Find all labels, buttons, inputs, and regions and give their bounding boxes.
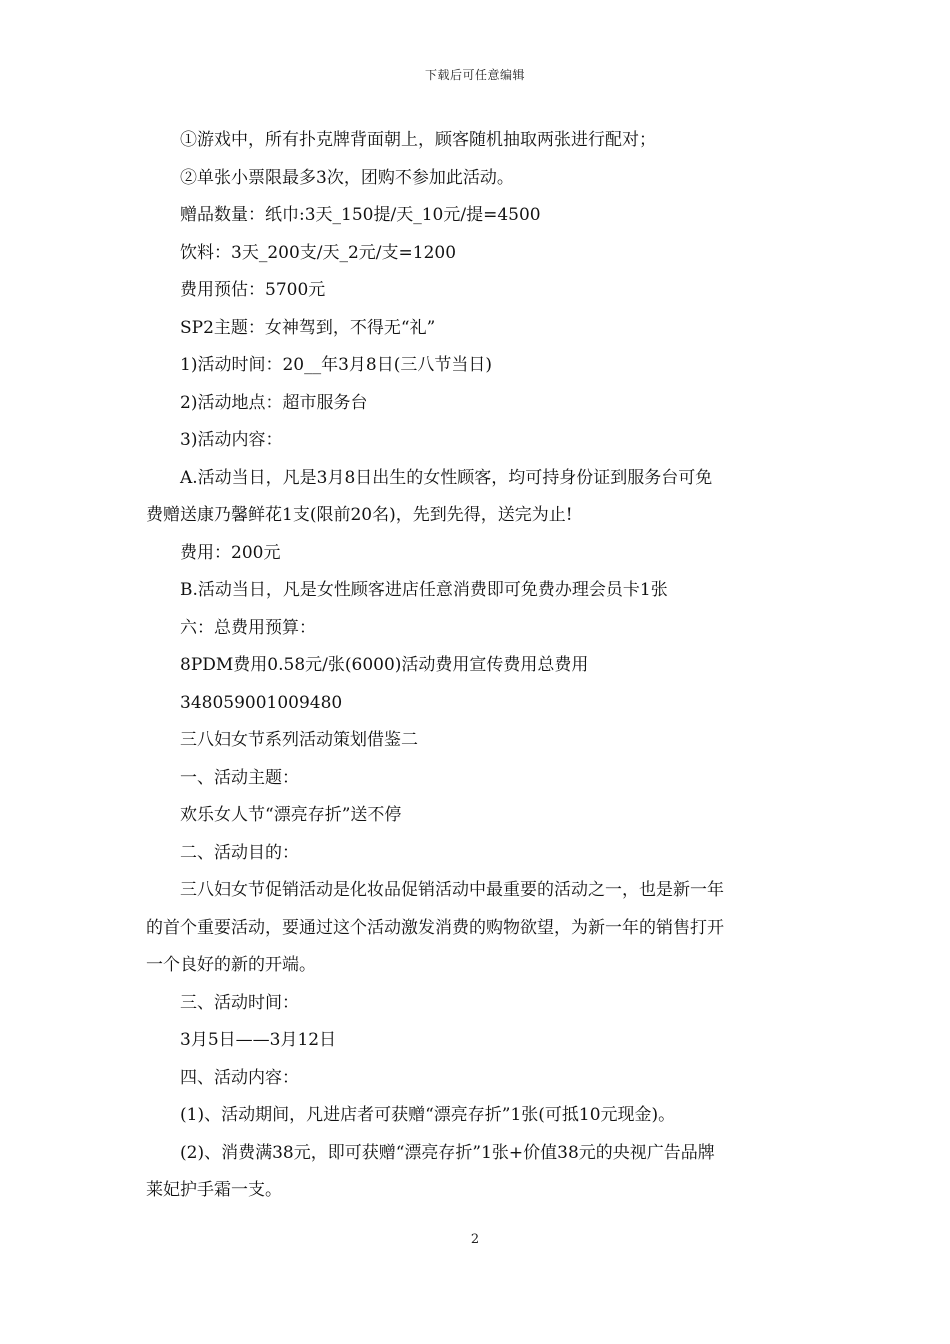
paragraph-line: ②单张小票限最多3次，团购不参加此活动。: [180, 167, 514, 188]
paragraph-line: 费赠送康乃馨鲜花1支(限前20名)，先到先得，送完为止!: [146, 505, 573, 525]
paragraph-line: 二、活动目的：: [180, 842, 299, 863]
paragraph-line: SP2主题：女神驾到，不得无“礼”: [180, 317, 436, 338]
paragraph-line: 三、活动时间：: [180, 992, 299, 1013]
paragraph-line: (2)、消费满38元，即可获赠“漂亮存折”1张+价值38元的央视广告品牌: [180, 1142, 715, 1163]
paragraph-line: 费用：200元: [180, 542, 281, 563]
paragraph-line: 348059001009480: [180, 692, 343, 713]
paragraph-line: A.活动当日，凡是3月8日出生的女性顾客，均可持身份证到服务台可免: [180, 467, 713, 488]
paragraph-line: 费用预估：5700元: [180, 280, 326, 300]
paragraph-line: 四、活动内容：: [180, 1067, 299, 1088]
document-body: [146, 122, 810, 1210]
paragraph-line: 8PDM费用0.58元/张(6000)活动费用宣传费用总费用: [180, 655, 589, 675]
paragraph-line: 的首个重要活动，要通过这个活动激发消费的购物欲望，为新一年的销售打开: [146, 917, 724, 938]
paragraph-line: 欢乐女人节“漂亮存折”送不停: [180, 805, 402, 825]
paragraph-line: 三八妇女节系列活动策划借鉴二: [180, 730, 418, 750]
page-header: 下载后可任意编辑: [424, 68, 525, 82]
paragraph-line: 一、活动主题：: [180, 767, 299, 788]
paragraph-line: 六：总费用预算：: [180, 617, 316, 638]
paragraph-line: 莱妃护手霜一支。: [146, 1180, 282, 1200]
paragraph-line: 赠品数量：纸巾:3天_150提/天_10元/提=4500: [180, 205, 541, 225]
paragraph-line: 2)活动地点：超市服务台: [180, 392, 368, 413]
paragraph-line: 一个良好的新的开端。: [146, 955, 316, 975]
paragraph-line: (1)、活动期间，凡进店者可获赠“漂亮存折”1张(可抵10元现金)。: [180, 1105, 676, 1125]
paragraph-line: 3)活动内容：: [180, 430, 283, 450]
paragraph-line: 3月5日——3月12日: [180, 1030, 337, 1050]
paragraph-line: B.活动当日，凡是女性顾客进店任意消费即可免费办理会员卡1张: [180, 580, 668, 600]
page-number: 2: [470, 1232, 480, 1247]
paragraph-line: ①游戏中，所有扑克牌背面朝上，顾客随机抽取两张进行配对；: [180, 130, 656, 150]
paragraph-line: 饮料：3天_200支/天_2元/支=1200: [180, 242, 457, 263]
paragraph-line: 三八妇女节促销活动是化妆品促销活动中最重要的活动之一，也是新一年: [180, 880, 724, 900]
paragraph-line: 1)活动时间：20__年3月8日(三八节当日): [180, 355, 492, 375]
